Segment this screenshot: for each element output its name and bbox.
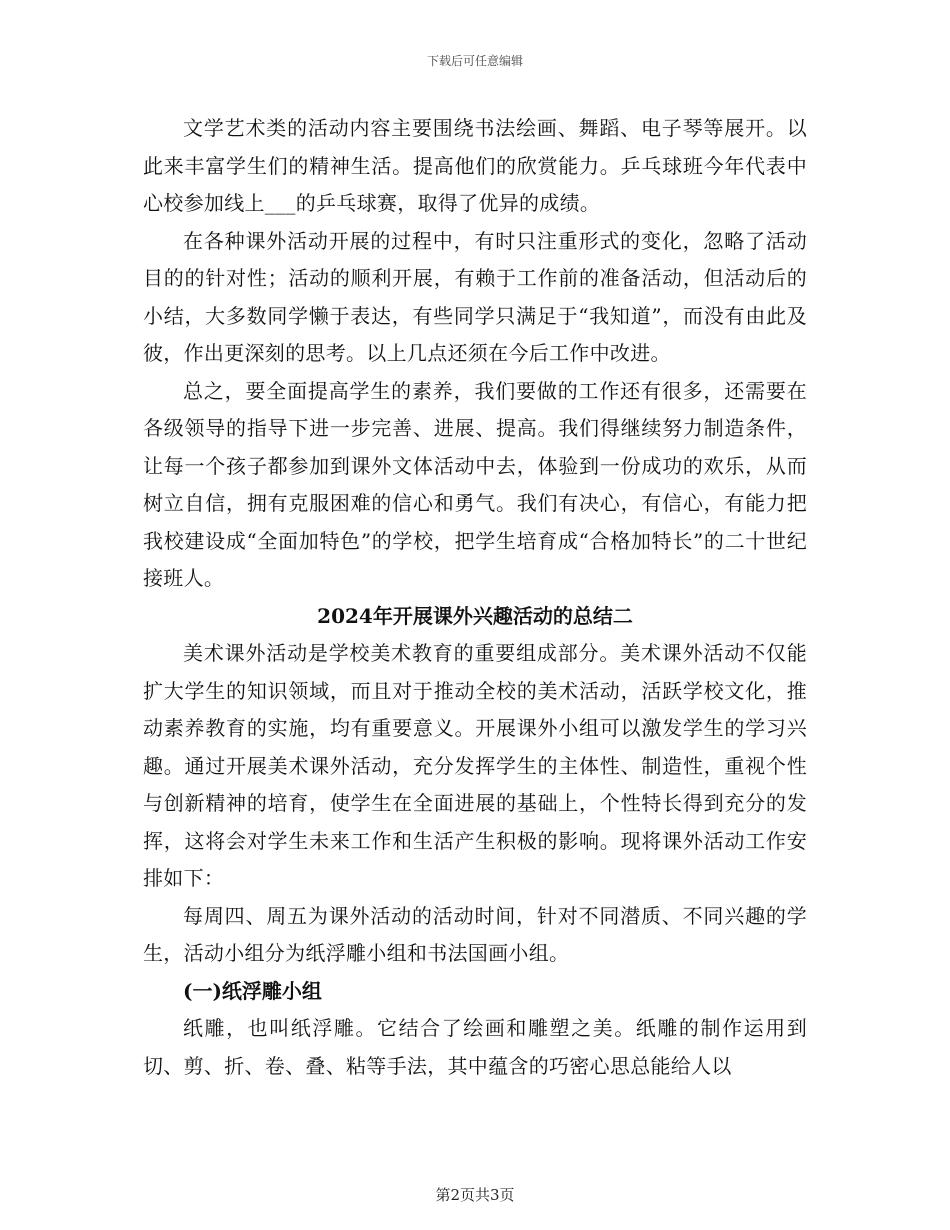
sub-heading: (一)纸浮雕小组 [183,978,322,1003]
paragraph-4: 美术课外活动是学校美术教育的重要组成部分。美术课外活动不仅能扩大学生的知识领域，而且对于推动全校的美术活动，活跃学校文化，推动素养教育的实施，均有重要意义。开展课外小组可以激发学生的学习兴趣。通过开展美术课外活动，充分发挥学生的主体性、制造性，重视个性与创新精神的培育，使学生在全面进展的基础上，个性特长得到充分的发挥，这将会对学生未来工作和生活产生积极的影响。现将课外活动工作安排如下： [143,641,807,890]
document-body [143,110,807,1085]
paragraph-6: 纸雕，也叫纸浮雕。它结合了绘画和雕塑之美。纸雕的制作运用到切、剪、折、卷、叠、粘等手法，其中蕴含的巧密心思总能给人以 [143,1016,807,1078]
paragraph-5: 每周四、周五为课外活动的活动时间，针对不同潜质、不同兴趣的学生，活动小组分为纸浮雕小组和书法国画小组。 [143,903,807,965]
page-footer: 第2页共3页 [435,1186,515,1204]
page-header: 下载后可任意编辑 [426,54,523,68]
paragraph-2: 在各种课外活动开展的过程中，有时只注重形式的变化，忽略了活动目的的针对性；活动的顺利开展，有赖于工作前的准备活动，但活动后的小结，大多数同学懒于表达，有些同学只满足于“我知道”，而没有由此及彼，作出更深刻的思考。以上几点还须在今后工作中改进。 [143,228,807,365]
section-title: 2024年开展课外兴趣活动的总结二 [317,603,633,628]
paragraph-1: 文学艺术类的活动内容主要围绕书法绘画、舞蹈、电子琴等展开。以此来丰富学生们的精神生活。提高他们的欣赏能力。乒乓球班今年代表中心校参加线上___的乒乓球赛，取得了优异的成绩。 [143,116,807,215]
paragraph-3: 总之，要全面提高学生的素养，我们要做的工作还有很多，还需要在各级领导的指导下进一步完善、进展、提高。我们得继续努力制造条件，让每一个孩子都参加到课外文体活动中去，体验到一份成功的欢乐，从而树立自信，拥有克服困难的信心和勇气。我们有决心，有信心，有能力把我校建设成“全面加特色”的学校，把学生培育成“合格加特长”的二十世纪接班人。 [143,378,807,590]
